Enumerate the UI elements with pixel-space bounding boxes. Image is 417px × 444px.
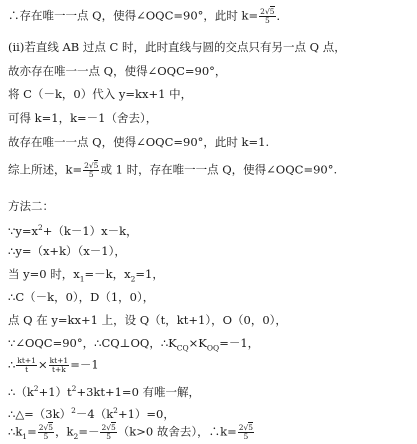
fraction: $\frac{2√5}{5}$ [260, 7, 275, 25]
line-17: $\therefore\triangle=(3k)^2-4(k^2+1)=0$， [8, 406, 175, 421]
line-9: $\because y=x^2+(k-1)x-k$， [8, 223, 138, 238]
fraction: $\frac{kt+1}{t}$ [17, 356, 36, 374]
line-1 [8, 8, 288, 25]
line-4: 将 C（－k，0）代入 y=kx+1 中， [8, 87, 193, 101]
line-8: 方法二： [8, 199, 54, 213]
fraction: $\frac{2√5}{5}$ [101, 423, 116, 441]
text: ∴存在唯一一点 Q，使得∠OQC=90°，此时 k= [8, 8, 259, 23]
fraction: $\frac{2√5}{5}$ [238, 423, 254, 441]
line-5: 可得 k=1，k=－1（舍去）， [8, 111, 158, 125]
line-10: ∴y=（x+k）（x－1）， [8, 244, 126, 258]
line-12: ∴C（－k，0），D（1，0）， [8, 290, 155, 304]
line-2: (ii)若直线 AB 过点 C 时，此时直线与圆的交点只有另一点 Q 点， [8, 40, 346, 54]
line-18: $\therefore k_1=$ $\frac{2√5}{5}$ ，$k_2=-$ $\frac{2√5}{5}$ （k>0 故舍去），∴k= $\frac{2√5}{5}$ [8, 423, 254, 441]
line-14: ∵∠OQC=90°，∴CQ⊥OQ，$\therefore K_{CQ}\times K_{OQ}=-1$， [8, 336, 260, 353]
line-11: 当 y=0 时，$x_1=-k$，$x_2=1$， [8, 267, 164, 284]
text: 或 1 时，存在唯一一点 Q，使得∠OQC=90°. [100, 162, 338, 177]
fraction: $\frac{2√5}{5}$ [84, 161, 99, 179]
fraction: $\frac{kt+1}{t+k}$ [49, 356, 69, 374]
line-13: 点 Q 在 y=kx+1 上，设 Q（t，kt+1），O（0，0）， [8, 313, 287, 327]
text: ． [276, 8, 288, 23]
line-6: 故存在唯一一点 Q，使得∠OQC=90°，此时 k=1. [8, 135, 270, 149]
fraction: $\frac{2√5}{5}$ [38, 423, 54, 441]
line-16: $\therefore(k^2+1)t^2+3kt+1=0$ 有唯一解， [8, 384, 201, 399]
line-7 [8, 162, 337, 179]
text: 综上所述，k= [8, 162, 83, 177]
line-15: ∴ $\frac{kt+1}{t}$ × $\frac{kt+1}{t+k}$ =－1 [8, 356, 99, 374]
line-3: 故亦存在唯一一点 Q，使得∠OQC=90°， [8, 64, 227, 78]
